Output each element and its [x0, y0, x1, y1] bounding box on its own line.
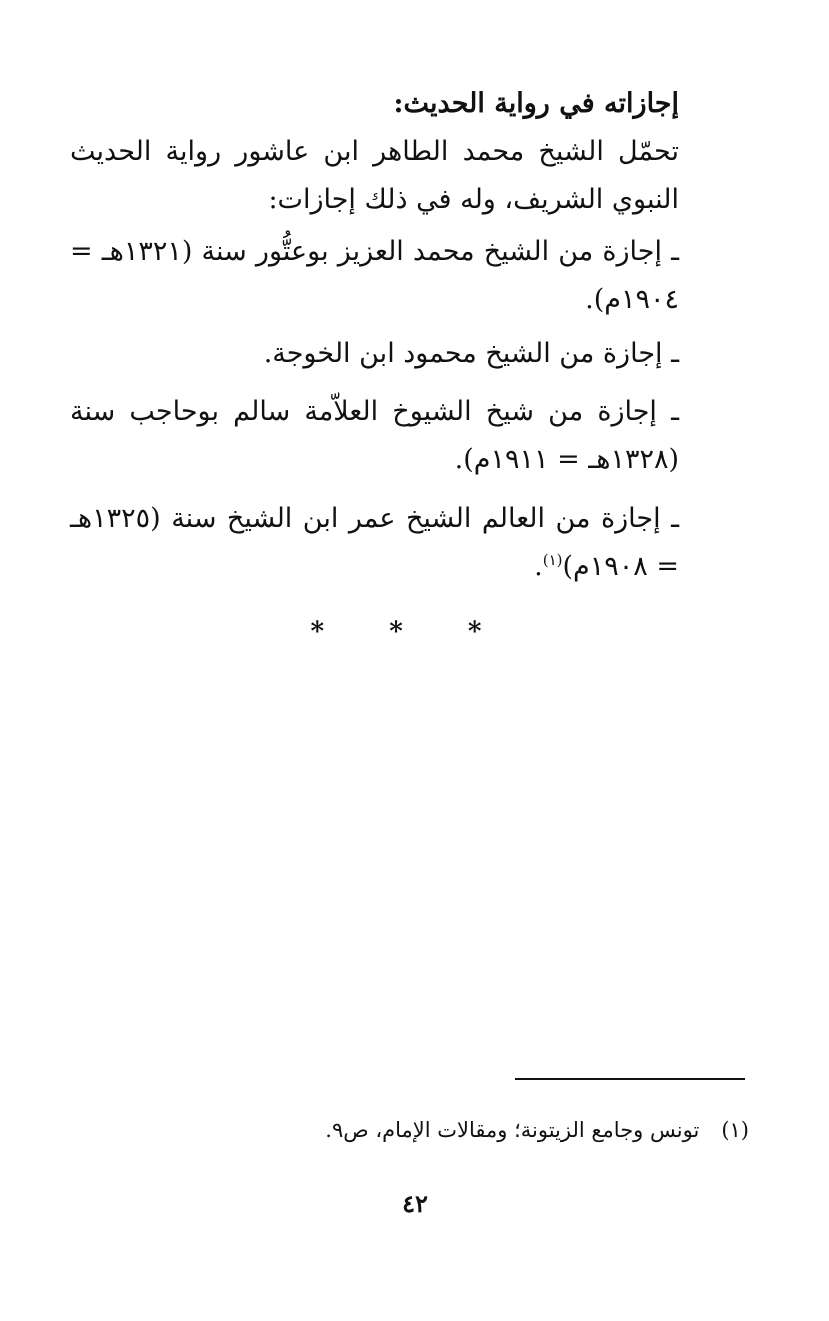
- ijaza-item-4: [70, 495, 679, 591]
- section-heading: إجازاته في رواية الحديث:: [393, 88, 679, 119]
- footnote: [325, 1114, 749, 1146]
- footnote-reference: (١): [542, 551, 563, 569]
- ijaza-item-4-end: .: [534, 551, 543, 582]
- intro-paragraph: تحمّل الشيخ محمد الطاهر ابن عاشور رواية الحديث النبوي الشريف، وله في ذلك إجازات:: [70, 136, 679, 215]
- section-separator: * * *: [310, 617, 510, 647]
- footnote-number: (١): [721, 1118, 749, 1142]
- footnote-text: تونس وجامع الزيتونة؛ ومقالات الإمام، ص٩.: [325, 1118, 700, 1142]
- ijaza-item-1: ـ إجازة من الشيخ محمد العزيز بوعتُّور سنة (١٣٢١هـ = ١٩٠٤م).: [70, 236, 679, 315]
- ijaza-item-2: ـ إجازة من الشيخ محمود ابن الخوجة.: [263, 338, 679, 369]
- page-number: ٤٢: [402, 1189, 428, 1218]
- ijaza-item-4-text: ـ إجازة من العالم الشيخ عمر ابن الشيخ سنة (١٣٢٥هـ = ١٩٠٨م): [70, 503, 679, 582]
- ijaza-item-3: ـ إجازة من شيخ الشيوخ العلاّمة سالم بوحاجب سنة (١٣٢٨هـ = ١٩١١م).: [70, 396, 679, 475]
- footnote-divider: [515, 1078, 745, 1080]
